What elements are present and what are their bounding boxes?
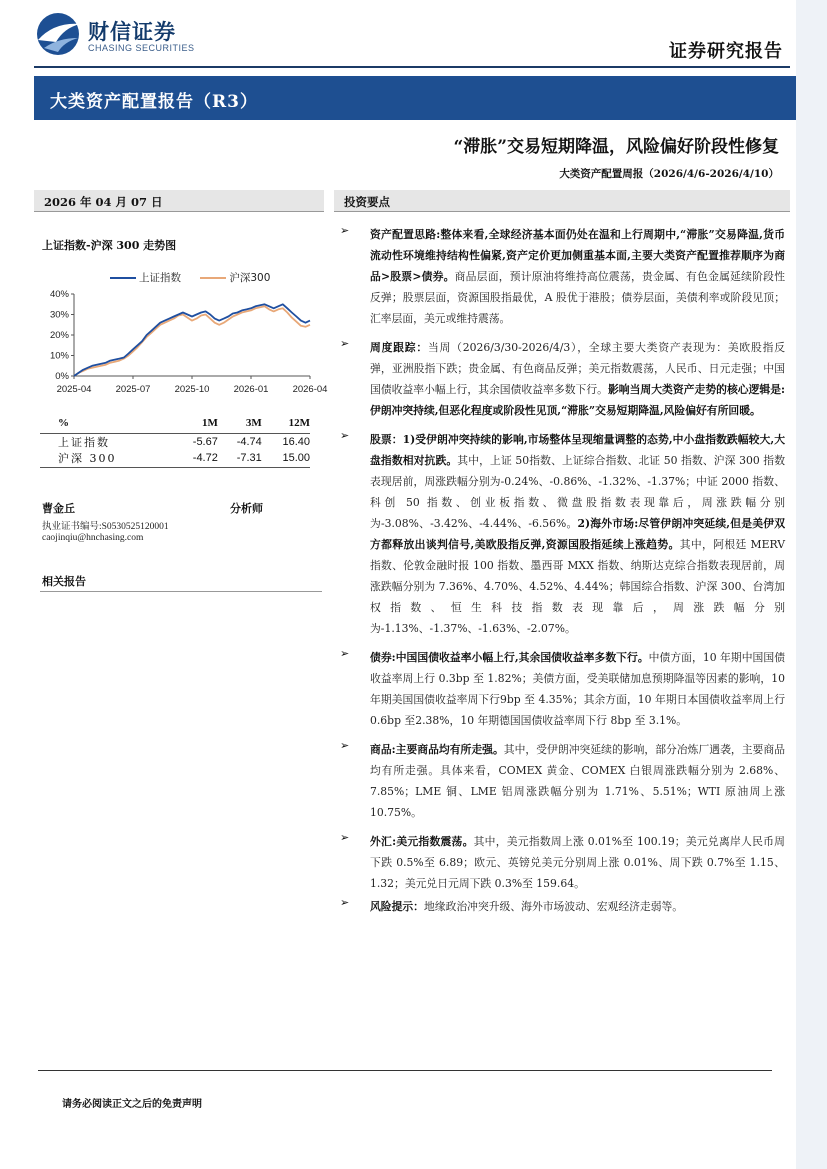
analyst-email[interactable]: caojinqiu@hnchasing.com bbox=[42, 533, 144, 543]
x-tick-label: 2026-01 bbox=[233, 384, 269, 395]
arrow-bullet-icon: ➢ bbox=[340, 831, 350, 844]
list-item bbox=[340, 224, 785, 329]
table-cell: -5.67 bbox=[192, 435, 218, 448]
chart-title: 上证指数-沪深 300 走势图 bbox=[42, 239, 177, 252]
table-cell: -4.72 bbox=[174, 450, 218, 467]
list-item bbox=[340, 831, 785, 894]
footer-disclaimer: 请务必阅读正文之后的免责声明 bbox=[62, 1099, 202, 1110]
risk-item bbox=[340, 896, 785, 917]
related-reports-title: 相关报告 bbox=[42, 575, 86, 588]
report-type-label: 证券研究报告 bbox=[669, 41, 783, 62]
table-cell: 沪深 300 bbox=[40, 450, 174, 467]
investment-points bbox=[340, 224, 785, 917]
logo-name: 财信证券 bbox=[88, 20, 176, 44]
bullet-bold: 商品:主要商品均有所走强。 bbox=[370, 743, 504, 756]
legend-swatch-hs300 bbox=[200, 277, 226, 279]
points-heading: 投资要点 bbox=[334, 190, 790, 212]
table-cell: -7.31 bbox=[218, 450, 262, 467]
table-header: 1M bbox=[201, 416, 218, 429]
report-subline: 大类资产配置周报（2026/4/6-2026/4/10） bbox=[559, 168, 779, 180]
analyst-role: 分析师 bbox=[230, 502, 263, 515]
risk-text: 地缘政治冲突升级、海外市场波动、宏观经济走弱等。 bbox=[423, 900, 684, 913]
table-cell: -4.74 bbox=[236, 435, 262, 448]
company-logo bbox=[34, 12, 204, 60]
table-header-row bbox=[40, 413, 310, 433]
bullet-text: 当周（2026/3/30-2026/4/3），全球主要大类资产表现为：美欧股指反弹，亚洲股指下跌；贵金属、有色商品反弹；美元指数震荡，人民币、日元走强；中国国债收益率小幅上行，其余国债收益率多数下行。 bbox=[370, 341, 785, 396]
risk-bold: 风险提示： bbox=[370, 900, 424, 913]
bullet-text: 其中，受伊朗冲突延续的影响，部分冶炼厂遇袭，主要商品均有所走强。具体来看，COMEX 黄金、COMEX 白银周涨跌幅分别为 2.68%、7.85%；LME 铜、LME 铝周涨跌幅分别为 1.71%、5.51%；WTI 原油周上涨 10.75%。 bbox=[370, 743, 785, 819]
header-divider bbox=[34, 66, 790, 68]
chart-legend bbox=[110, 270, 286, 285]
series-line-sh bbox=[74, 304, 310, 376]
x-tick-label: 2026-04 bbox=[292, 384, 328, 395]
table-header: 3M bbox=[245, 416, 262, 429]
logo-subtitle: CHASING SECURITIES bbox=[88, 43, 195, 53]
list-item bbox=[340, 337, 785, 421]
bullet-text: 其中，上证 50指数、上证综合指数、北证 50 指数、沪深 300 指数表现居前，周涨跌幅分别为-0.24%、-0.86%、-1.32%、-1.37%；中证 2000 指数、科创 50 指数、创业板指数、微盘股指数表现靠后，周涨跌幅分别为-3.08%、-3.42%、-4.44%、-6.56%。 bbox=[370, 454, 785, 530]
x-tick-label: 2025-07 bbox=[115, 384, 151, 395]
y-tick-label: 40% bbox=[49, 289, 69, 300]
bullet-bold: 债券:中国国债收益率小幅上行,其余国债收益率多数下行。 bbox=[370, 651, 649, 664]
bullet-bold-2: 影响当周大类资产走势的核心逻辑是:伊朗冲突持续,但恶化程度或阶段性见顶,“滞胀”交易短期降温,风险偏好有所回暖。 bbox=[370, 383, 786, 417]
arrow-bullet-icon: ➢ bbox=[340, 337, 350, 350]
legend-swatch-sh bbox=[110, 277, 136, 279]
y-tick-label: 0% bbox=[55, 371, 69, 382]
table-cell: 上证指数 bbox=[58, 435, 110, 449]
bullet-bold: 股票：1)受伊朗冲突持续的影响,市场整体呈现缩量调整的态势,中小盘指数跌幅较大,大盘指数相对抗跌。 bbox=[370, 433, 785, 467]
report-date: 2026 年 04 月 07 日 bbox=[34, 190, 324, 212]
list-item bbox=[340, 429, 785, 639]
arrow-bullet-icon: ➢ bbox=[340, 224, 350, 237]
performance-table bbox=[40, 413, 310, 468]
list-item bbox=[340, 647, 785, 731]
arrow-bullet-icon: ➢ bbox=[340, 429, 350, 442]
legend-label-hs300: 沪深300 bbox=[229, 272, 271, 284]
y-tick-label: 20% bbox=[49, 330, 69, 341]
report-headline: “滞胀”交易短期降温，风险偏好阶段性修复 bbox=[453, 137, 779, 157]
table-header: 12M bbox=[288, 416, 310, 429]
table-row bbox=[40, 450, 310, 467]
right-margin-stripe bbox=[796, 0, 827, 1169]
legend-label-sh: 上证指数 bbox=[139, 272, 181, 284]
footer-divider bbox=[38, 1070, 772, 1071]
bullet-bold: 资产配置思路:整体来看,全球经济基本面仍处在温和上行周期中,“滞胀”交易降温,货币流动性环境维持结构性偏紧,资产定价更加侧重基本面,主要大类资产配置推荐顺序为商品>股票>债券。 bbox=[370, 228, 785, 283]
bullet-bold: 外汇:美元指数震荡。 bbox=[370, 835, 474, 848]
report-banner bbox=[34, 76, 796, 120]
related-divider bbox=[40, 591, 322, 592]
banner-title: 大类资产配置报告（R3） bbox=[50, 92, 258, 112]
arrow-bullet-icon: ➢ bbox=[340, 896, 350, 909]
bullet-text: 中债方面，10 年期中国国债收益率周上行 0.3bp 至 1.82%；美债方面，受美联储加息预期降温等因素的影响，10年期美国国债收益率周下行9bp 至 4.35%；其余方面，10 年期日本国债收益率周上行 0.6bp 至2.38%，10 年期德国国债收益率周下行 8bp 至 3.1%。 bbox=[370, 651, 785, 727]
table-cell: 16.40 bbox=[282, 435, 310, 448]
bullet-bold: 周度跟踪： bbox=[370, 341, 428, 354]
arrow-bullet-icon: ➢ bbox=[340, 739, 350, 752]
y-tick-label: 30% bbox=[49, 309, 69, 321]
table-header: % bbox=[58, 416, 69, 429]
y-tick-label: 10% bbox=[49, 350, 69, 362]
bullet-bold-2: 2)海外市场:尽管伊朗冲突延续,但是美伊双方都释放出谈判信号,美欧股指反弹,资源国股指延续上涨趋势。 bbox=[370, 517, 785, 551]
analyst-name: 曹金丘 bbox=[42, 502, 75, 515]
list-item bbox=[340, 739, 785, 823]
table-row bbox=[40, 433, 310, 450]
table-cell: 15.00 bbox=[262, 450, 310, 467]
bullet-text: 商品层面，预计原油将维持高位震荡，贵金属、有色金属延续阶段性反弹；股票层面，资源国股指最优，A 股优于港股；债券层面，美债利率或阶段见顶；汇率层面，美元或维持震荡。 bbox=[370, 270, 786, 325]
bullet-text-2: 其中，阿根廷 MERV 指数、伦敦金融时报 100 指数、墨西哥 MXX 指数、纳斯达克综合指数表现居前，周涨跌幅分别为 7.36%、4.70%、4.52%、4.44%；韩国综合指数、沪深 300、台湾加权指数、恒生科技指数表现靠后，周涨跌幅分别为-1.13%、-1.37%、-1.63%、-2.07%。 bbox=[370, 538, 785, 635]
arrow-bullet-icon: ➢ bbox=[340, 647, 350, 660]
logo-mark-icon bbox=[34, 12, 84, 56]
analyst-cert: 执业证书编号:S0530525120001 bbox=[42, 522, 169, 532]
bullet-text: 其中，美元指数周上涨 0.01%至 100.19；美元兑离岸人民币周下跌 0.5%至 6.89；欧元、英镑兑美元分别周上涨 0.01%、周下跌 0.7%至 1.15、1.32；美元兑日元周下跌 0.3%至 159.64。 bbox=[370, 835, 785, 890]
x-tick-label: 2025-10 bbox=[174, 384, 210, 395]
index-trend-chart bbox=[40, 262, 328, 400]
x-tick-label: 2025-04 bbox=[56, 384, 92, 395]
